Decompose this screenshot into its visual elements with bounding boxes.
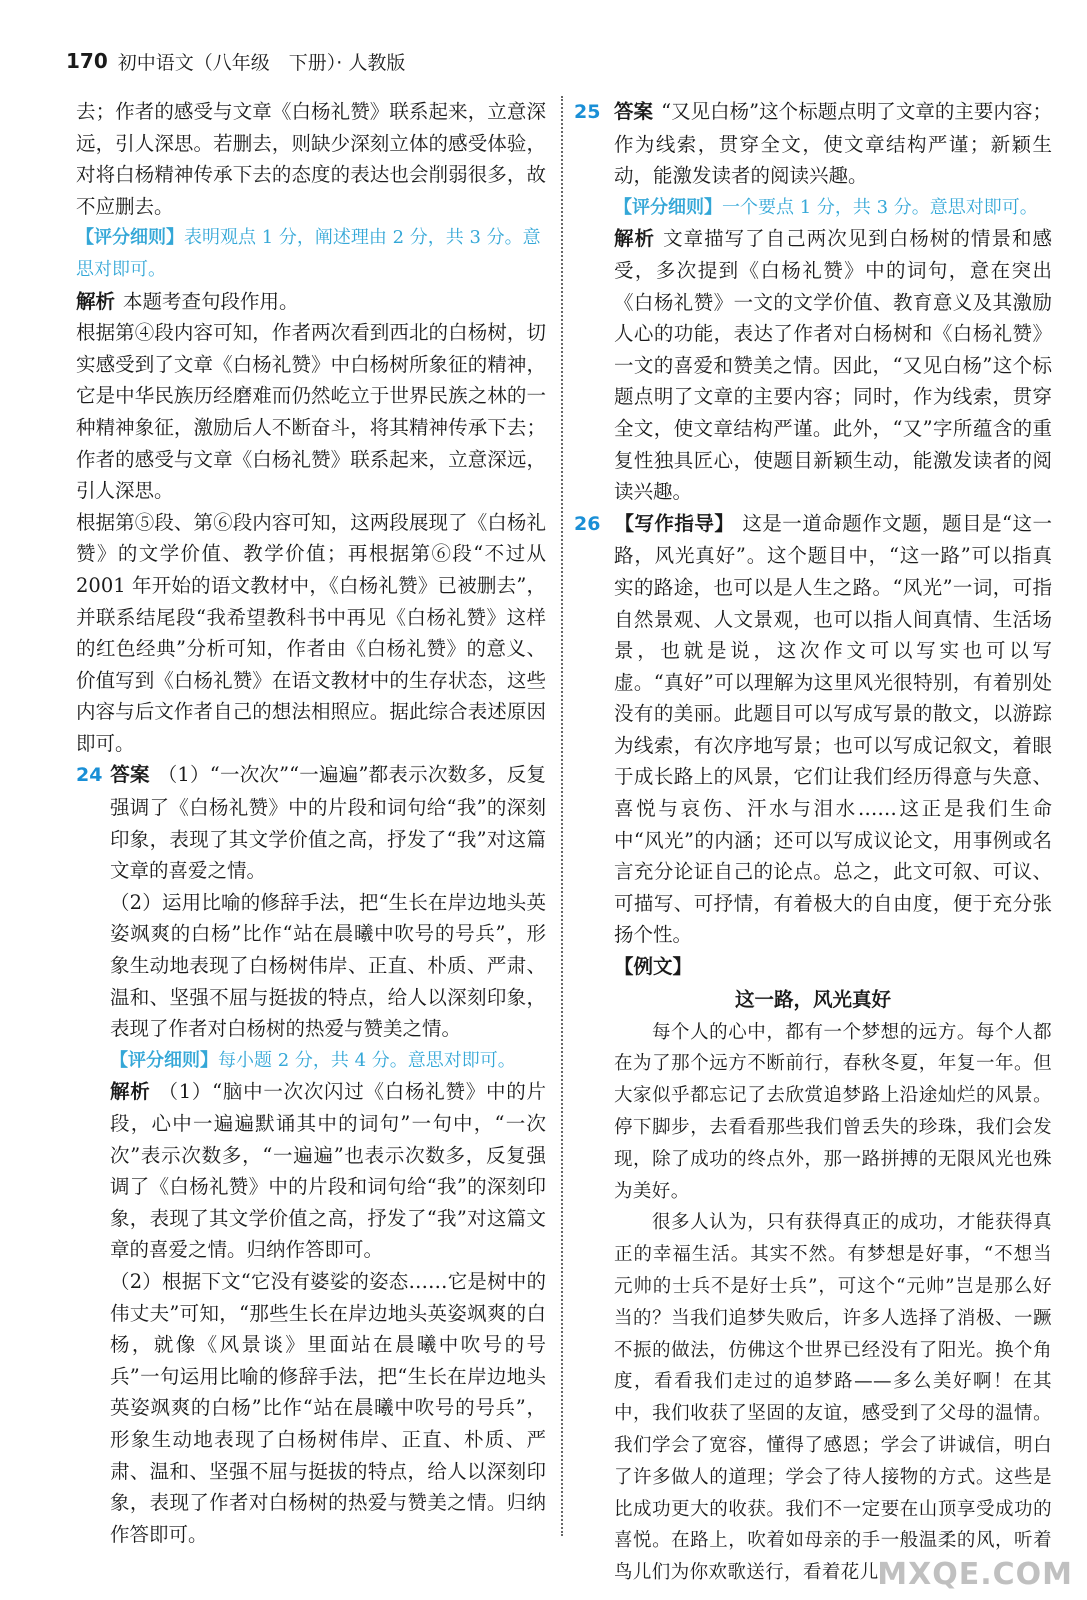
- q24-answer-2: （2）运用比喻的修辞手法，把“生长在岸边地头英姿飒爽的白杨”比作“站在晨曦中吹号的号兵”，形象生动地表现了白杨树伟岸、正直、朴质、严肃、温和、坚强不屈与挺拔的特点，给人以深刻印象，表现了作者对白杨树的热爱与赞美之情。: [110, 890, 546, 1041]
- question-number-24: 24: [76, 764, 103, 787]
- question-number-25: 25: [574, 101, 601, 123]
- analysis-q24-2: （2）根据下文“它没有婆娑的姿态……它是树中的伟丈夫”可知，“那些生长在岸边地头英姿飒爽的白杨，就像《风景谈》里面站在晨曦中吹号的号兵”一句运用比喻的修辞手法，把“生长在岸边地头英姿飒爽的白杨”比作“站在晨曦中吹号的号兵”，形象生动地表现了白杨树伟岸、正直、朴质、严肃、温和、坚强不屈与挺拔的特点，给人以深刻印象，表现了作者对白杨树的热爱与赞美之情。归纳作答即可。: [110, 1269, 546, 1546]
- example-essay-label: 【例文】: [614, 955, 693, 979]
- analysis-q23: 解析 本题考查句段作用。: [76, 289, 299, 313]
- page-header: [66, 46, 405, 76]
- q24-answer: 24 答案 （1）“一次次”“一遍遍”都表示次数多，反复强调了《白杨礼赞》中的片段和词句给“我”的深刻印象，表现了其文学价值之高，抒发了“我”对这篇文章的喜爱之情。: [76, 759, 546, 886]
- analysis-q25: 解析 文章描写了自己两次见到白杨树的情景和感受，多次提到《白杨礼赞》中的词句，意在突出《白杨礼赞》一文的文学价值、教育意义及其激励人心的功能，表达了作者对白杨树和《白杨礼赞》一文的喜爱和赞美之情。因此，“又见白杨”这个标题点明了文章的主要内容；同时，作为线索，贯穿全文，使文章结构严谨。此外，“又”字所蕴含的重复性独具匠心，使题目新颖生动，能激发读者的阅读兴趣。: [614, 227, 1052, 504]
- page-number: 170: [66, 49, 108, 73]
- right-column: [574, 96, 1052, 1589]
- essay-title: 这一路，风光真好: [734, 987, 891, 1011]
- question-number-26: 26: [574, 512, 601, 535]
- q25-answer: 25 答案 “又见白杨”这个标题点明了文章的主要内容；作为线索，贯穿全文，使文章结构严谨；新颖生动，能激发读者的阅读兴趣。: [574, 96, 1052, 192]
- analysis-q23-para2: 根据第⑤段、第⑥段内容可知，这两段展现了《白杨礼赞》的文学价值、教学价值；再根据第⑥段“不过从 2001 年开始的语文教材中，《白杨礼赞》已被删去”，并联系结尾段“我希望教科书中再见《白杨礼赞》这样的红色经典”分析可知，作者由《白杨礼赞》的意义、价值写到《白杨礼赞》在语文教材中的生存状态，这些内容与后文作者自己的想法相照应。据此综合表述原因即可。: [76, 510, 546, 755]
- left-column: [76, 96, 546, 1550]
- q23-answer-continued: 去；作者的感受与文章《白杨礼赞》联系起来，立意深远，引人深思。若删去，则缺少深刻立体的感受体验，对将白杨精神传承下去的态度的表达也会削弱很多，故不应删去。: [76, 100, 546, 218]
- essay-paragraph-1: 每个人的心中，都有一个梦想的远方。每个人都在为了那个远方不断前行，春秋冬夏，年复一年。但大家似乎都忘记了去欣赏追梦路上沿途灿烂的风景。停下脚步，去看看那些我们曾丢失的珍珠，我们会发现，除了成功的终点外，那一路拼搏的无限风光也殊为美好。: [614, 1021, 1052, 1202]
- score-rule-q24: 【评分细则】每小题 2 分，共 4 分。意思对即可。: [110, 1049, 516, 1071]
- analysis-q24: 解析 （1）“脑中一次次闪过《白杨礼赞》中的片段，心中一遍遍默诵其中的词句”一句中，“一次次”表示次数多，“一遍遍”也表示次数多，反复强调了《白杨礼赞》中的片段和词句给“我”的深刻印象，表现了其文学价值之高，抒发了“我”对这篇文章的喜爱之情。归纳作答即可。: [110, 1080, 546, 1262]
- running-title: 初中语文（八年级 下册）· 人教版: [117, 51, 406, 74]
- score-rule-q25: 【评分细则】一个要点 1 分，共 3 分。意思对即可。: [614, 196, 1038, 218]
- score-rule-q23: 【评分细则】表明观点 1 分，阐述理由 2 分，共 3 分。意思对即可。: [76, 227, 541, 280]
- site-watermark: MXQE.COM: [877, 1557, 1073, 1592]
- column-divider: [561, 96, 563, 1536]
- q26-writing-guide: 26 【写作指导】 这是一道命题作文题，题目是“这一路，风光真好”。这个题目中，“这一路”可以指真实的路途，也可以是人生之路。“风光”一词，可指自然景观、人文景观，也可以指人间真情、生活场景，也就是说，这次作文可以写实也可以写虚。“真好”可以理解为这里风光很特别，有着别处没有的美丽。此题目可以写成写景的散文，以游踪为线索，有次序地写景；也可以写成记叙文，着眼于成长路上的风景，它们让我们经历得意与失意、喜悦与哀伤、汗水与泪水……这正是我们生命中“风光”的内涵；还可以写成议论文，用事例或名言充分论证自己的论点。总之，此文可叙、可议、可描写、可抒情，有着极大的自由度，便于充分张扬个性。: [574, 508, 1052, 951]
- essay-paragraph-2: 很多人认为，只有获得真正的成功，才能获得真正的幸福生活。其实不然。有梦想是好事，“不想当元帅的士兵不是好士兵”，可这个“元帅”岂是那么好当的？当我们追梦失败后，许多人选择了消极、一蹶不振的做法，仿佛这个世界已经没有了阳光。换个角度，看看我们走过的追梦路——多么美好啊！在其中，我们收获了坚固的友谊，感受到了父母的温情。我们学会了宽容，懂得了感恩；学会了讲诚信，明白了许多做人的道理；学会了待人接物的方式。这些是比成功更大的收获。我们不一定要在山顶享受成功的喜悦。在路上，吹着如母亲的手一般温柔的风，听着鸟儿们为你欢歌送行，看着花儿: [614, 1212, 1052, 1584]
- analysis-q23-para1: 根据第④段内容可知，作者两次看到西北的白杨树，切实感受到了文章《白杨礼赞》中白杨树所象征的精神，它是中华民族历经磨难而仍然屹立于世界民族之林的一种精神象征，激励后人不断奋斗，将其精神传承下去；作者的感受与文章《白杨礼赞》联系起来，立意深远，引人深思。: [76, 321, 546, 503]
